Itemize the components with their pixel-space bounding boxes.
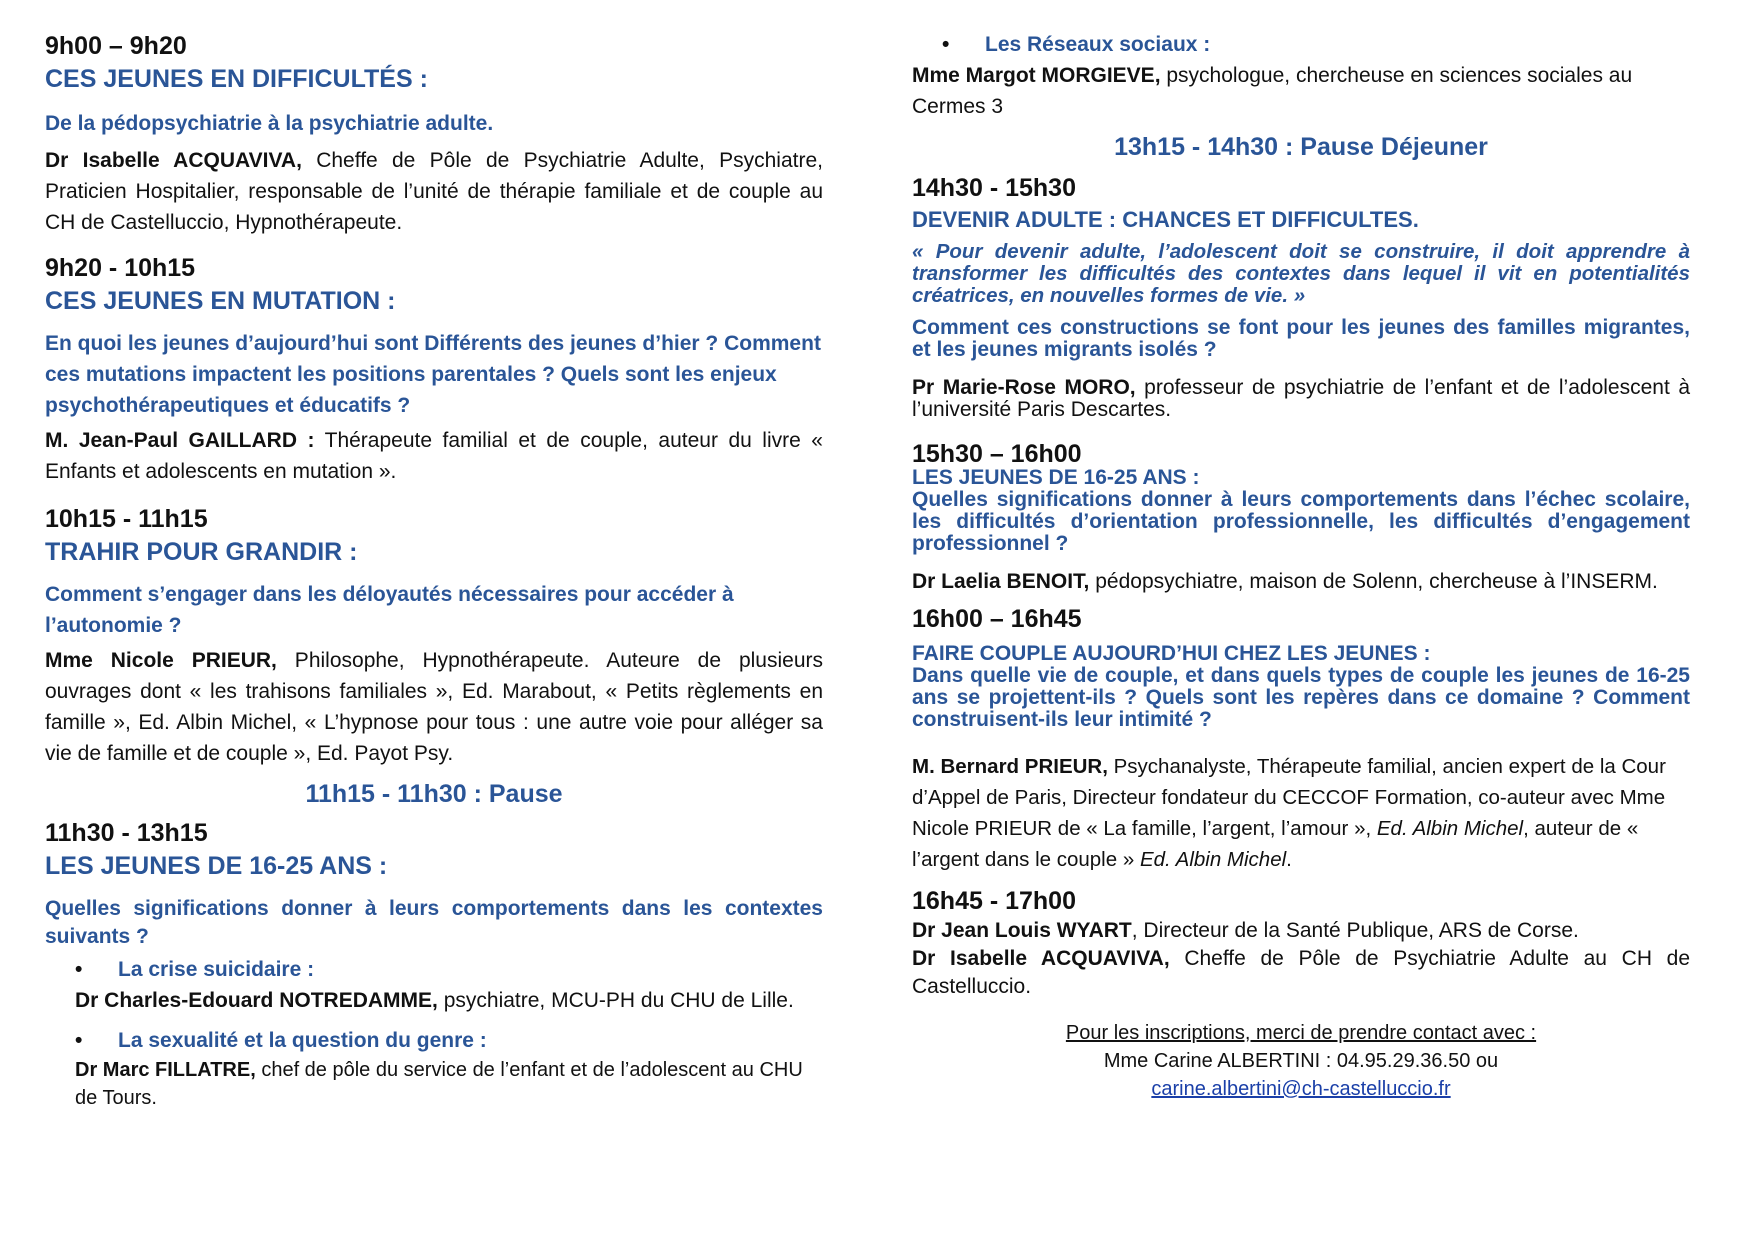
speaker-name: Dr Isabelle ACQUAVIVA, xyxy=(45,149,302,172)
session-title: FAIRE COUPLE AUJOURD’HUI CHEZ LES JEUNES : xyxy=(912,642,1431,665)
bullet-topic-reseaux-sociaux xyxy=(912,30,1690,60)
session-time: 9h20 - 10h15 xyxy=(45,254,196,282)
bullet-topic-sexualite-genre xyxy=(45,1026,823,1056)
pause-label: 13h15 - 14h30 : Pause Déjeuner xyxy=(1114,133,1488,161)
speaker-name: Dr Jean Louis WYART xyxy=(912,919,1132,942)
speaker-description: psychiatre, MCU-PH du CHU de Lille. xyxy=(437,989,794,1012)
speaker-info xyxy=(45,645,823,769)
speaker-description-end: . xyxy=(1286,848,1292,871)
speaker-name: Mme Margot MORGIEVE, xyxy=(912,64,1161,87)
registration-contact: Mme Carine ALBERTINI : 04.95.29.36.50 ou xyxy=(1103,1050,1499,1072)
session-10h15 xyxy=(45,503,823,769)
speaker-description: Cheffe de Pôle de Psychiatrie Adulte au CH de Castelluccio. xyxy=(912,947,1690,998)
speaker-name: Dr Laelia BENOIT, xyxy=(912,570,1090,593)
speaker-description: Philosophe, Hypnothérapeute. Auteure de plusieurs ouvrages dont « les trahisons familiales », Ed. Marabout, « Petits règlements en famille », Ed. Albin Michel, « L’hypnose pour tous : une autre voie pour alléger sa vie de famille et de couple », Ed. Payot Psy. xyxy=(45,649,823,765)
publisher: Ed. Albin Michel xyxy=(1376,817,1524,840)
session-time: 14h30 - 15h30 xyxy=(912,174,1076,202)
session-9h00 xyxy=(45,30,823,238)
session-title: DEVENIR ADULTE : CHANCES ET DIFFICULTES. xyxy=(912,207,1419,232)
bullet-label: La sexualité et la question du genre : xyxy=(118,1029,487,1052)
bullet-topic-crise-suicidaire xyxy=(45,955,823,985)
bullet-label: Les Réseaux sociaux : xyxy=(985,33,1211,56)
speaker-description: pédopsychiatre, maison de Solenn, chercheuse à l’INSERM. xyxy=(1089,570,1658,593)
speaker-name: Dr Marc FILLATRE, xyxy=(75,1059,256,1081)
session-title: LES JEUNES DE 16-25 ANS : xyxy=(45,852,388,880)
session-time: 10h15 - 11h15 xyxy=(45,505,208,533)
bullet-label: La crise suicidaire : xyxy=(118,958,315,981)
session-11h30 xyxy=(45,817,823,1112)
speaker-name: M. Jean-Paul GAILLARD : xyxy=(45,429,315,452)
registration-heading: Pour les inscriptions, merci de prendre contact avec : xyxy=(1065,1022,1537,1044)
session-14h30 xyxy=(912,172,1690,421)
bullet-dot-icon: • xyxy=(75,958,83,981)
speaker-info xyxy=(912,917,1690,945)
bullet-dot-icon: • xyxy=(942,33,950,56)
speaker-info xyxy=(912,945,1690,1001)
speaker-info xyxy=(45,985,823,1016)
speaker-name: M. Bernard PRIEUR, xyxy=(912,755,1108,778)
speaker-info xyxy=(912,571,1690,593)
session-subtitle: Quelles significations donner à leurs comportements dans les contextes suivants ? xyxy=(45,897,823,948)
speaker-name: Dr Charles-Edouard NOTREDAMME, xyxy=(75,989,438,1012)
pause-label: 11h15 - 11h30 : Pause xyxy=(305,780,563,808)
session-time: 9h00 – 9h20 xyxy=(45,32,187,60)
speaker-name: Pr Marie-Rose MORO, xyxy=(912,376,1136,399)
bullet-dot-icon: • xyxy=(75,1029,83,1052)
publisher: Ed. Albin Michel xyxy=(1139,848,1287,871)
contact-email-link[interactable]: carine.albertini@ch-castelluccio.fr xyxy=(1151,1078,1451,1100)
speaker-description: , Directeur de la Santé Publique, ARS de Corse. xyxy=(1131,919,1579,942)
session-time: 15h30 – 16h00 xyxy=(912,440,1082,468)
speaker-description: chef de pôle du service de l’enfant et de l’adolescent au CHU de Tours. xyxy=(75,1059,803,1109)
speaker-info xyxy=(45,425,823,487)
speaker-description: Psychanalyste, Thérapeute familial, ancien expert de la Cour d’Appel de Paris, Directeur fondateur du CECCOF Formation, co-auteur avec Mme Nicole PRIEUR de « La famille, l’argent, l’amour », xyxy=(912,755,1666,840)
speaker-description: Cheffe de Pôle de Psychiatrie Adulte, Psychiatre, Praticien Hospitalier, responsable de l’unité de thérapie familiale et de couple au CH de Castelluccio, Hypnothérapeute. xyxy=(45,149,823,234)
registration-footer xyxy=(912,1019,1690,1103)
session-title: TRAHIR POUR GRANDIR : xyxy=(45,538,358,566)
speaker-name: Mme Nicole PRIEUR, xyxy=(45,649,277,672)
session-subtitle: Dans quelle vie de couple, et dans quels types de couple les jeunes de 16-25 ans se projettent-ils ? Quels sont les repères dans ce domaine ? Comment construisent-ils leur intimité ? xyxy=(912,664,1690,731)
session-time: 11h30 - 13h15 xyxy=(45,819,208,847)
speaker-info xyxy=(912,60,1690,122)
program-column-left xyxy=(45,30,823,1112)
session-title: CES JEUNES EN DIFFICULTÉS : xyxy=(45,65,428,93)
session-title: LES JEUNES DE 16-25 ANS : xyxy=(912,466,1200,489)
program-column-right xyxy=(912,30,1690,1103)
session-title: CES JEUNES EN MUTATION : xyxy=(45,287,396,315)
speaker-name: Dr Isabelle ACQUAVIVA, xyxy=(912,947,1170,970)
session-subtitle: Comment ces constructions se font pour les jeunes des familles migrantes, et les jeunes migrants isolés ? xyxy=(912,316,1690,361)
speaker-info xyxy=(912,377,1690,421)
session-16h45 xyxy=(912,885,1690,1001)
session-subtitle: Comment s’engager dans les déloyautés nécessaires pour accéder à l’autonomie ? xyxy=(45,583,734,637)
speaker-info xyxy=(45,1056,823,1112)
session-quote: « Pour devenir adulte, l’adolescent doit se construire, il doit apprendre à transformer les difficultés des contextes dans lequel il vit en potentialités créatrices, en nouvelles formes de vie. » xyxy=(912,240,1690,307)
session-time: 16h00 – 16h45 xyxy=(912,605,1082,633)
session-15h30 xyxy=(912,441,1690,593)
speaker-description: psychologue, chercheuse en sciences sociales au Cermes 3 xyxy=(912,64,1633,118)
speaker-info xyxy=(45,145,823,238)
speaker-description: Thérapeute familial et de couple, auteur du livre « Enfants et adolescents en mutation ». xyxy=(45,429,823,483)
session-subtitle: En quoi les jeunes d’aujourd’hui sont Différents des jeunes d’hier ? Comment ces mutations impactent les positions parentales ? Quels sont les enjeux psychothérapeutiques et éducatifs ? xyxy=(45,332,821,417)
speaker-description: professeur de psychiatrie de l’enfant et de l’adolescent à l’université Paris Descartes. xyxy=(912,376,1691,421)
speaker-info xyxy=(912,751,1690,875)
session-subtitle: De la pédopsychiatrie à la psychiatrie adulte. xyxy=(45,112,494,135)
session-subtitle: Quelles significations donner à leurs comportements dans l’échec scolaire, les difficultés d’orientation professionnelle, les difficultés d’engagement professionnel ? xyxy=(912,488,1690,555)
session-9h20 xyxy=(45,252,823,487)
speaker-description-cont: , auteur de « l’argent dans le couple » xyxy=(912,817,1639,871)
session-time: 16h45 - 17h00 xyxy=(912,887,1076,915)
session-16h00 xyxy=(912,603,1690,875)
